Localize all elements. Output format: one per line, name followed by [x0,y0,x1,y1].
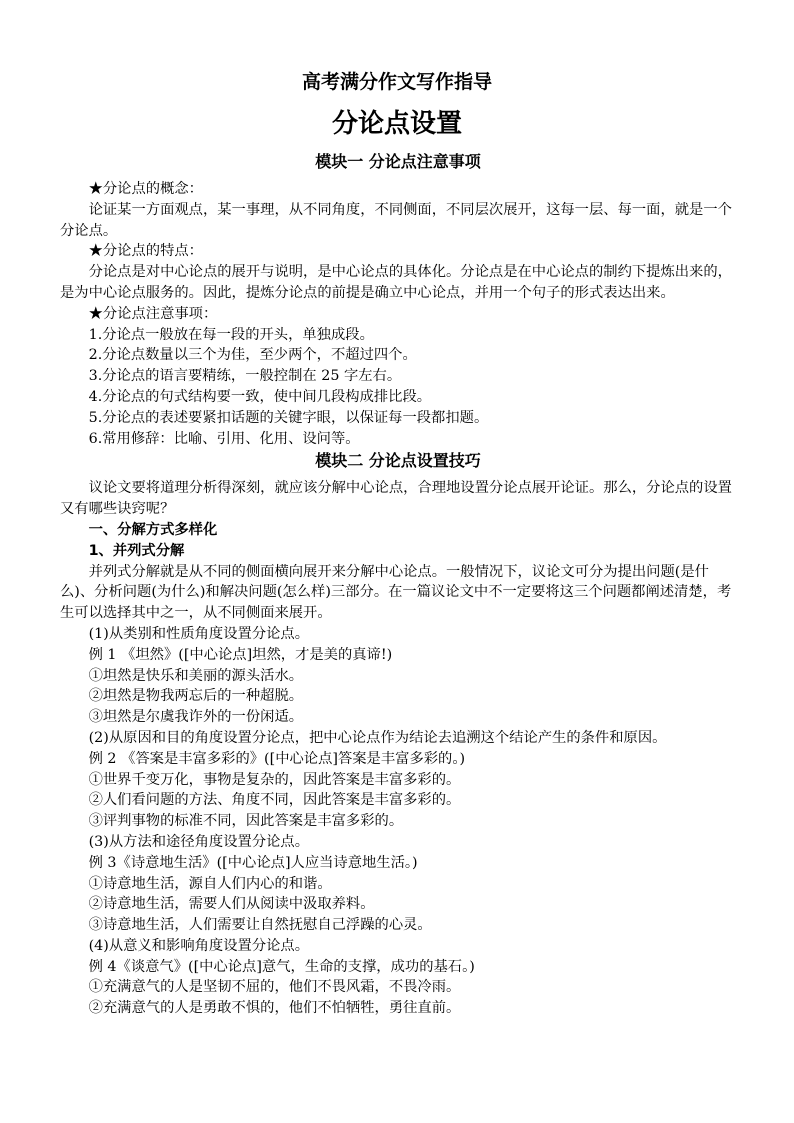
sub1-text: 并列式分解就是从不同的侧面横向展开来分解中心论点。一般情况下，议论文可分为提出问题(是什么)、分析问题(为什么)和解决问题(怎么样)三部分。在一篇议论文中不一定要将这三个问题都阐述清楚，考生可以选择其中之一，从不同侧面来展开。 [60,563,732,622]
note-item: 5.分论点的表述要紧扣话题的关键字眼，以保证每一段都扣题。 [88,409,489,426]
example-point: ①坦然是快乐和美丽的源头活水。 [88,667,304,684]
example-point: ②人们看问题的方法、角度不同，因此答案是丰富多彩的。 [88,792,461,809]
notes-label: ★分论点注意事项： [88,305,218,322]
example-point: ②坦然是物我两忘后的一种超脱。 [88,688,304,705]
main-title: 高考满分作文写作指导 [301,71,492,93]
item1: (1)从类别和性质角度设置分论点。 [88,625,310,642]
example-point: ③评判事物的标准不同，因此答案是丰富多彩的。 [88,813,404,830]
example-point: ①充满意气的人是坚韧不屈的，他们不畏风霜，不畏冷雨。 [88,979,461,996]
example-point: ②充满意气的人是勇敢不惧的，他们不怕牺牲，勇往直前。 [88,1000,461,1017]
note-item: 1.分论点一般放在每一段的开头，单独成段。 [88,326,374,343]
example-point: ③诗意地生活，人们需要让自然抚慰自己浮躁的心灵。 [88,917,432,934]
note-item: 3.分论点的语言要精练，一般控制在 25 字左右。 [88,368,402,385]
example-point: ②诗意地生活，需要人们从阅读中汲取养料。 [88,896,375,913]
concept-text: 论证某一方面观点，某一事理，从不同角度，不同侧面，不同层次展开，这每一层、每一面，就是一个分论点。 [60,201,732,239]
item2: (2)从原因和目的角度设置分论点，把中心论点作为结论去追溯这个结论产生的条件和原因。 [88,729,667,746]
feature-text: 分论点是对中心论点的展开与说明，是中心论点的具体化。分论点是在中心论点的制约下提炼出来的，是为中心论点服务的。因此，提炼分论点的前提是确立中心论点，并用一个句子的形式表达出来。 [60,264,732,301]
section1-heading: 一、分解方式多样化 [88,521,218,538]
example-point: ①世界千变万化，事物是复杂的，因此答案是丰富多彩的。 [88,771,461,788]
example-point: ①诗意地生活，源自人们内心的和谐。 [88,875,332,892]
module2-intro: 议论文要将道理分析得深刻，就应该分解中心论点，合理地设置分论点展开论证。那么，分论点的设置又有哪些诀窍呢？ [60,480,732,518]
concept-label: ★分论点的概念： [88,181,203,197]
example4: 例 4《谈意气》([中心论点]意气，生命的支撑，成功的基石。) [88,958,475,975]
module2-heading: 模块二 分论点设置技巧 [315,451,481,471]
note-item: 4.分论点的句式结构要一致，使中间几段构成排比段。 [88,388,432,405]
sub1-heading: 1、并列式分解 [88,542,185,559]
note-item: 6.常用修辞：比喻、引用、化用、设问等。 [88,430,360,447]
example2: 例 2 《答案是丰富多彩的》([中心论点]答案是丰富多彩的。) [88,750,466,767]
example-point: ③坦然是尔虞我诈外的一份闲适。 [88,709,304,726]
sub-title: 分论点设置 [331,109,462,139]
example3: 例 3《诗意地生活》([中心论点]人应当诗意地生活。) [88,854,418,871]
note-item: 2.分论点数量以三个为佳，至少两个，不超过四个。 [88,347,417,364]
item4: (4)从意义和影响角度设置分论点。 [88,937,310,954]
module1-heading: 模块一 分论点注意事项 [315,152,481,171]
example1: 例 1 《坦然》([中心论点]坦然，才是美的真谛!) [88,646,393,663]
item3: (3)从方法和途径角度设置分论点。 [88,833,310,850]
feature-label: ★分论点的特点： [88,243,203,260]
document-body [60,150,736,1019]
